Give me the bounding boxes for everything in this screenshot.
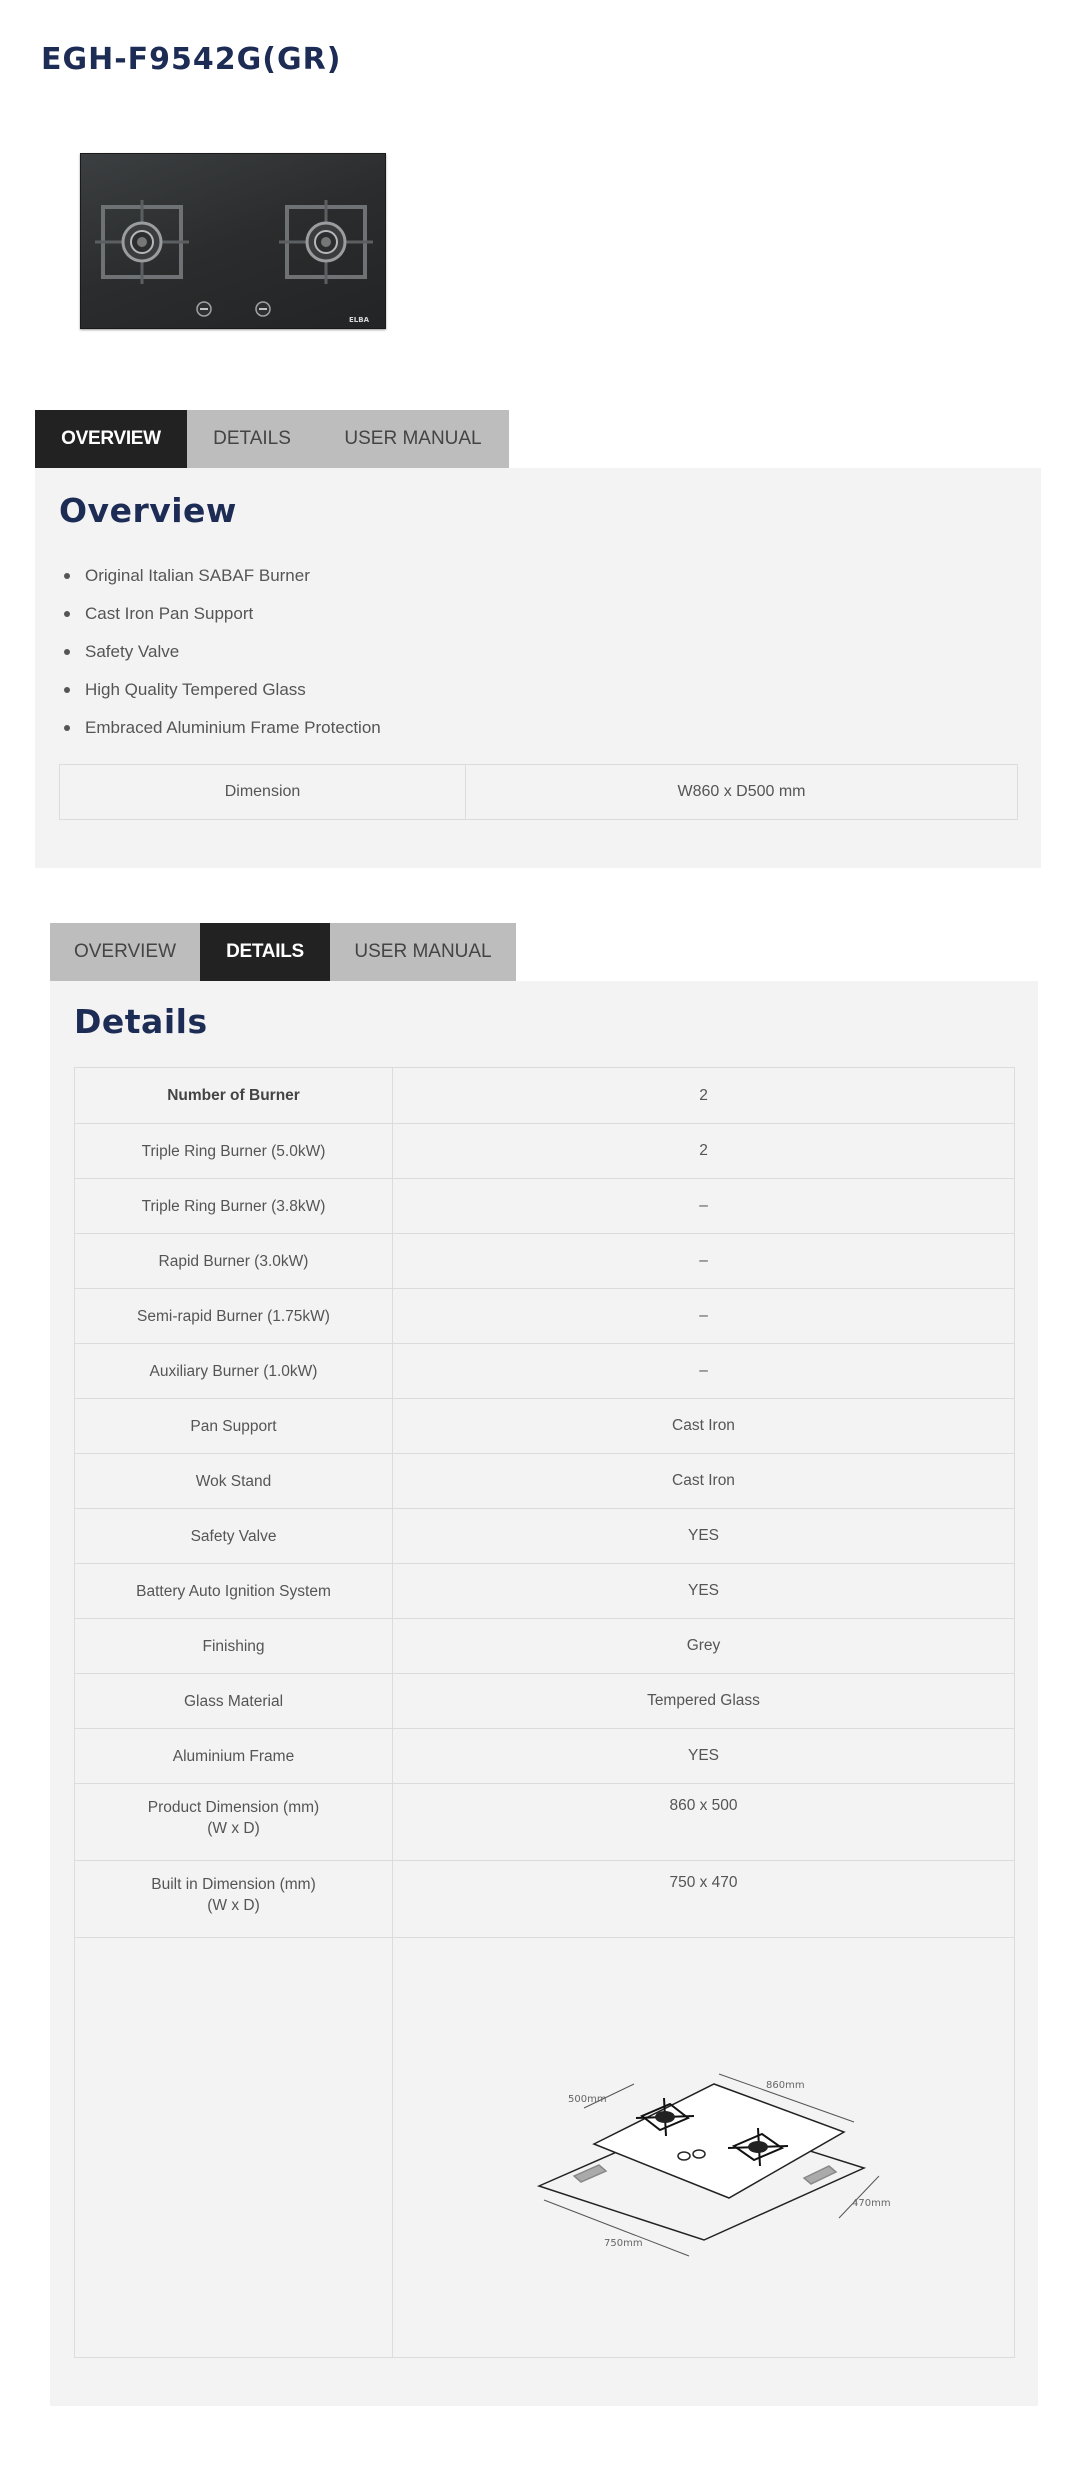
cutout-depth-label: 470mm bbox=[851, 2197, 891, 2209]
list-item: Original Italian SABAF Burner bbox=[61, 557, 381, 595]
table-row bbox=[75, 1068, 1014, 1124]
table-row bbox=[75, 1674, 1014, 1729]
spec-value: Grey bbox=[686, 1637, 721, 1654]
list-item: Cast Iron Pan Support bbox=[61, 595, 381, 633]
details-panel bbox=[50, 981, 1038, 2406]
spec-label: Finishing bbox=[75, 1619, 393, 1673]
list-item: High Quality Tempered Glass bbox=[61, 671, 381, 709]
list-item: Safety Valve bbox=[61, 633, 381, 671]
spec-value: 750 x 470 bbox=[669, 1874, 738, 1891]
spec-label: Semi-rapid Burner (1.75kW) bbox=[75, 1289, 393, 1343]
spec-label: Battery Auto Ignition System bbox=[75, 1564, 393, 1618]
product-title: EGH-F9542G(GR) bbox=[41, 42, 342, 77]
spec-value: Cast Iron bbox=[672, 1472, 735, 1489]
spec-table bbox=[74, 1067, 1015, 2358]
tab-overview[interactable]: OVERVIEW bbox=[35, 410, 187, 468]
tab-overview[interactable]: OVERVIEW bbox=[50, 923, 200, 981]
cutout-width-label: 750mm bbox=[603, 2237, 643, 2249]
table-row bbox=[75, 1729, 1014, 1784]
list-item: Embraced Aluminium Frame Protection bbox=[61, 709, 381, 747]
dimension-value: W860 x D500 mm bbox=[677, 783, 806, 800]
width-label: 860mm bbox=[765, 2079, 805, 2091]
brand-logo: ELBA bbox=[349, 316, 369, 324]
tab-details[interactable]: DETAILS bbox=[200, 923, 330, 981]
overview-tabs bbox=[35, 410, 509, 468]
table-row bbox=[75, 1784, 1014, 1861]
overview-heading: Overview bbox=[59, 491, 237, 530]
table-row bbox=[75, 1234, 1014, 1289]
table-row bbox=[75, 1289, 1014, 1344]
dimension-drawing bbox=[393, 1938, 1014, 2357]
spec-label: Product Dimension (mm) (W x D) bbox=[75, 1784, 393, 1860]
spec-value: – bbox=[699, 1307, 708, 1324]
spec-label: Glass Material bbox=[75, 1674, 393, 1728]
depth-label: 500mm bbox=[567, 2093, 607, 2105]
spec-value: – bbox=[699, 1252, 708, 1269]
spec-value: YES bbox=[687, 1582, 719, 1599]
table-row bbox=[75, 1344, 1014, 1399]
spec-label: Auxiliary Burner (1.0kW) bbox=[75, 1344, 393, 1398]
spec-value: Tempered Glass bbox=[647, 1692, 760, 1709]
tab-user-manual[interactable]: USER MANUAL bbox=[317, 410, 509, 468]
product-image bbox=[80, 153, 386, 329]
table-row bbox=[75, 1454, 1014, 1509]
spec-label: Safety Valve bbox=[75, 1509, 393, 1563]
spec-label: Triple Ring Burner (3.8kW) bbox=[75, 1179, 393, 1233]
spec-value: Cast Iron bbox=[672, 1417, 735, 1434]
spec-value: 2 bbox=[699, 1142, 708, 1159]
dimension-table bbox=[59, 764, 1018, 820]
tab-details[interactable]: DETAILS bbox=[187, 410, 317, 468]
spec-value: YES bbox=[687, 1747, 719, 1764]
spec-value: 860 x 500 bbox=[669, 1797, 738, 1814]
spec-value: 2 bbox=[699, 1086, 708, 1104]
spec-label: Wok Stand bbox=[75, 1454, 393, 1508]
spec-label: Rapid Burner (3.0kW) bbox=[75, 1234, 393, 1288]
spec-label: Triple Ring Burner (5.0kW) bbox=[75, 1124, 393, 1178]
details-tabs bbox=[50, 923, 516, 981]
table-row bbox=[75, 1399, 1014, 1454]
table-row bbox=[75, 1938, 1014, 2357]
spec-label: Pan Support bbox=[75, 1399, 393, 1453]
dimension-label: Dimension bbox=[60, 765, 466, 819]
spec-value: – bbox=[699, 1362, 708, 1379]
tab-user-manual[interactable]: USER MANUAL bbox=[330, 923, 516, 981]
table-row bbox=[75, 1619, 1014, 1674]
table-row bbox=[75, 1124, 1014, 1179]
overview-panel bbox=[35, 468, 1041, 868]
spec-label: Number of Burner bbox=[75, 1068, 393, 1123]
table-row bbox=[75, 1861, 1014, 1938]
spec-label-empty bbox=[75, 1938, 393, 2357]
spec-value: YES bbox=[687, 1527, 719, 1544]
table-row bbox=[75, 1509, 1014, 1564]
table-row bbox=[75, 1179, 1014, 1234]
feature-list bbox=[61, 557, 381, 747]
spec-label: Aluminium Frame bbox=[75, 1729, 393, 1783]
table-row bbox=[75, 1564, 1014, 1619]
spec-label: Built in Dimension (mm) (W x D) bbox=[75, 1861, 393, 1937]
spec-value: – bbox=[699, 1197, 708, 1214]
details-heading: Details bbox=[74, 1002, 208, 1041]
